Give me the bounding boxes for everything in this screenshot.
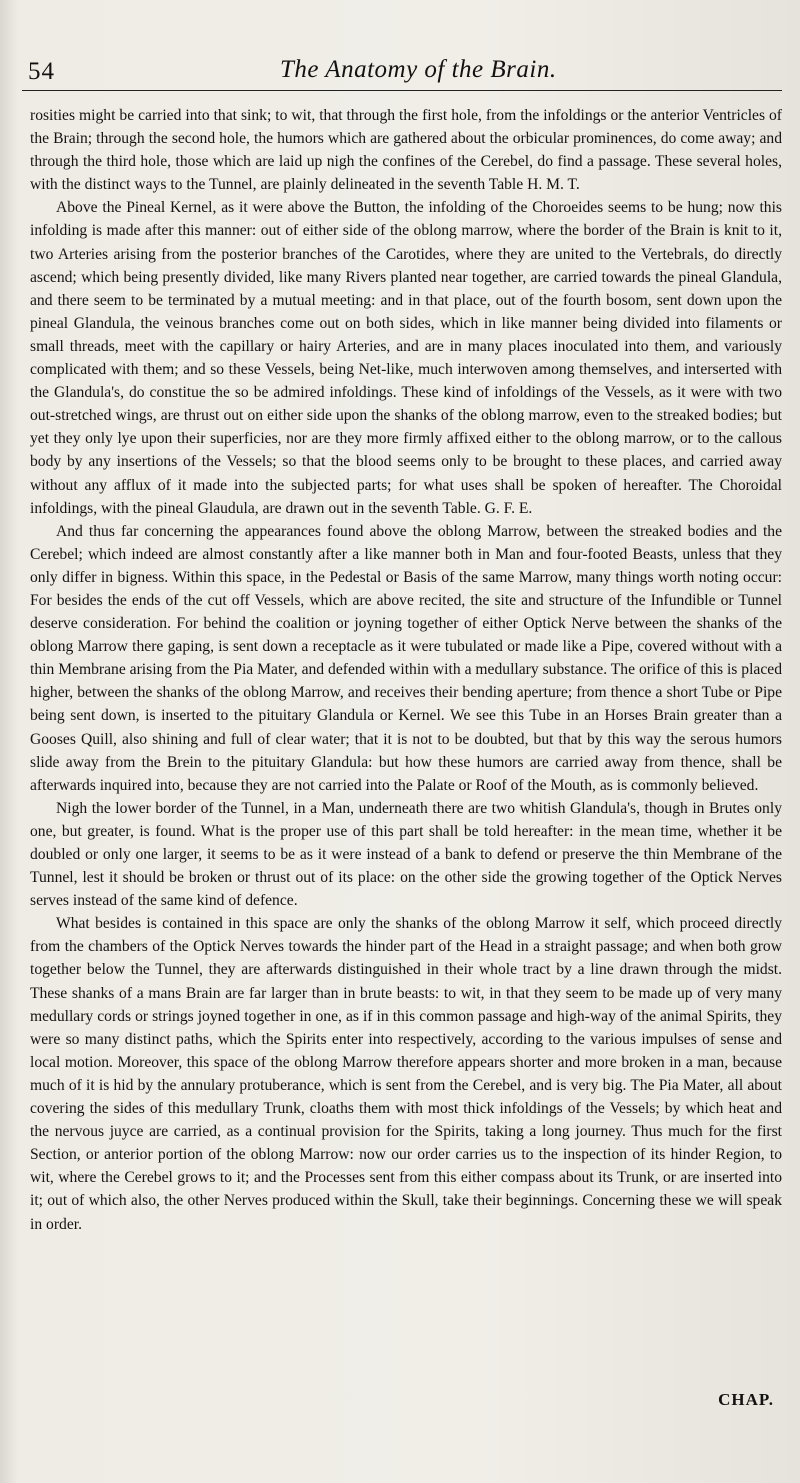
paragraph: Above the Pineal Kernel, as it were above the Button, the infolding of the Choroeides seems to be hung; now this infolding is made after this manner: out of either side of the oblong marrow, where the border of the Brain is knit to it, two Arteries arising from the posterior branches of the Carotides, where they are united to the Vertebrals, do directly ascend; which being presently divided, like many Rivers planted near together, are carried towards the pineal Glandula, and there seem to be terminated by a mutual meeting: and in that place, out of the fourth bosom, sent down upon the pineal Glandula, the veinous branches come out on both sides, which in like manner being divided into filaments or small threads, meet with the capillary or hairy Arteries, and are in many places inoculated into them, and variously complicated with them; and so these Vessels, being Net-like, much interwoven among themselves, and interserted with the Glandula's, do constitue the so be admired infoldings. These kind of infoldings of the Vessels, as it were with two out-stretched wings, are thrust out on either side upon the shanks of the oblong marrow, even to the streaked bodies; but yet they only lye upon their superficies, nor are they more firmly affixed either to the oblong marrow, or to the callous body by any insertions of the Vessels; so that the blood seems only to be brought to these places, and carried away without any afflux of it made into the subjected parts; for what uses shall be spoken of hereafter. The Choroidal infoldings, with the pineal Glaudula, are drawn out in the seventh Table. G. F. E. — [30, 199, 782, 517]
paragraph: What besides is contained in this space are only the shanks of the oblong Marrow it self, which proceed directly from the chambers of the Optick Nerves towards the hinder part of the Head in a straight passage; and when both grow together below the Tunnel, they are afterwards distinguished in their whole tract by a line drawn through the midst. These shanks of a mans Brain are far larger than in brute beasts: to wit, in that they seem to be made up of very many medullary cords or strings joyned together in one, as if in this common passage and high-way of the animal Spirits, they were so many distinct paths, which the Spirits enter into respectively, according to the various impulses of sense and local motion. Moreover, this space of the oblong Marrow therefore appears shorter and more broken in a man, because much of it is hid by the annulary protuberance, which is sent from the Cerebel, and is very big. The Pia Mater, all about covering the sides of this medullary Trunk, cloaths them with most thick infoldings of the Vessels; by which heat and the nervous juyce are carried, as a continual provision for the Spirits, taking a long journey. Thus much for the first Section, or anterior portion of the oblong Marrow: now our order carries us to the inspection of its hinder Region, to wit, where the Cerebel grows to it; and the Processes sent from this either compass about its Trunk, or are inserted into it; out of which also, the other Nerves produced within the Skull, take their beginnings. Concerning these we will speak in order. — [30, 915, 782, 1233]
page-header — [22, 50, 782, 91]
catchword: CHAP. — [718, 1390, 774, 1409]
paragraph: rosities might be carried into that sink; to wit, that through the first hole, from the infoldings or the anterior Ventricles of the Brain; through the second hole, the humors which are gathered about the orbicular prominences, do come away; and through the third hole, those which are laid up nigh the confines of the Cerebel, do find a passage. These several holes, with the distinct ways to the Tunnel, are plainly delineated in the seventh Table H. M. T. — [30, 107, 782, 194]
paragraph: Nigh the lower border of the Tunnel, in a Man, underneath there are two whitish Glandula's, though in Brutes only one, but greater, is found. What is the proper use of this part shall be told hereafter: in the mean time, whether it be doubled or only one larger, it seems to be as it were instead of a bank to defend or preserve the thin Membrane of the Tunnel, lest it should be broken or thrust out of its place: on the other side the growing together of the Optick Nerves serves instead of the same kind of defence. — [30, 799, 782, 910]
running-title: The Anatomy of the Brain. — [280, 56, 557, 83]
page-number: 54 — [28, 58, 55, 85]
paragraph: And thus far concerning the appearances found above the oblong Marrow, between the streaked bodies and the Cerebel; which indeed are almost constantly after a like manner both in Man and four-footed Beasts, unless that they only differ in bigness. Within this space, in the Pedestal or Basis of the same Marrow, many things worth noting occur: For besides the ends of the cut off Vessels, which are above recited, the site and structure of the Infundible or Tunnel deserve consideration. For behind the coalition or joyning together of either Optick Nerve between the shanks of the oblong Marrow there gaping, is sent down a receptacle as it were tubulated or made like a Pipe, covered without with a thin Membrane arising from the Pia Mater, and defended within with a medullary substance. The orifice of this is placed higher, between the shanks of the oblong Marrow, and receives their bending aperture; from thence a short Tube or Pipe being sent down, is inserted to the pituitary Glandula or Kernel. We see this Tube in an Horses Brain greater than a Gooses Quill, also shining and full of clear water; that it is not to be doubted, but that by this way the serous humors slide away from the Brein to the pituitary Glandula: but how these humors are carried away from thence, shall be afterwards inquired into, because they are not carried into the Palate or Roof of the Mouth, as is commonly believed. — [30, 522, 782, 794]
body-text — [30, 104, 782, 1236]
